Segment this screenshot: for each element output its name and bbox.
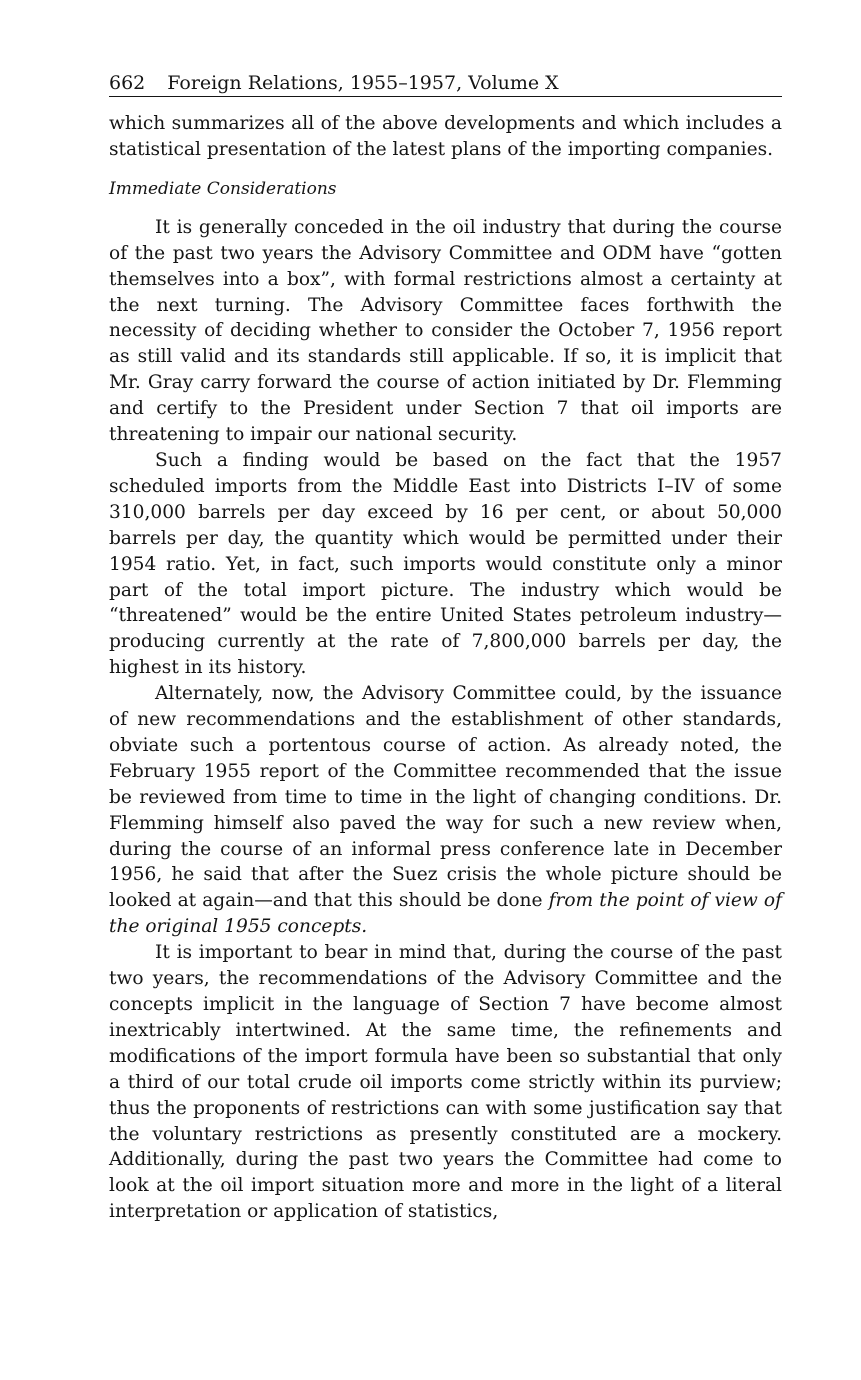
page-number: 662 xyxy=(109,72,146,94)
section-subheading: Immediate Considerations xyxy=(109,178,337,199)
paragraph: Such a finding would be based on the fact that the 1957 scheduled imports from the Middle East into Districts I–IV of some 310,000 barrels per day exceed by 16 per cent, or about 50,000 barrels per day, the quantity which would be permitted under their 1954 ratio. Yet, in fact, such imports would constitute only a minor part of the total import picture. The industry which would be “threatened” would be the entire United States petroleum industry—producing currently at the rate of 7,800,000 barrels per day, the highest in its history. xyxy=(109,449,782,679)
paragraph-continuation: which summarizes all of the above developments and which includes a statistical presentation of the latest plans of the importing companies. xyxy=(109,113,782,160)
paragraph: It is generally conceded in the oil industry that during the course of the past two years the Advisory Committee and ODM have “gotten themselves into a box”, with formal restrictions almost a certainty at the next turning. The Advisory Committee faces forthwith the necessity of deciding whether to consider the October 7, 1956 report as still valid and its standards still applicable. If so, it is implicit that Mr. Gray carry forward the course of action initiated by Dr. Flemming and certify to the President under Section 7 that oil imports are threatening to impair our national security. xyxy=(109,216,782,446)
italic-emphasis: from the point of view of the original 1955 concepts. xyxy=(109,890,782,938)
running-head xyxy=(109,70,782,97)
paragraph-text: Alternately, now, the Advisory Committee could, by the issuance of new recommendations and the establishment of other standards, obviate such a portentous course of action. As already noted, the February 1955 report of the Committee recommended that the issue be reviewed from time to time in the light of changing conditions. Dr. Flemming himself also paved the way for such a new review when, during the course of an informal press conference late in December 1956, he said that after the Suez crisis the whole picture should be looked at again—and that this should be done xyxy=(109,683,782,912)
paragraph xyxy=(109,681,782,940)
series-title: Foreign Relations, 1955–1957, Volume X xyxy=(167,72,559,94)
paragraph: It is important to bear in mind that, during the course of the past two years, the recommendations of the Advisory Committee and the concepts implicit in the language of Section 7 have become almost inextricably intertwined. At the same time, the refinements and modifications of the import formula have been so substantial that only a third of our total crude oil imports come strictly within its purview; thus the proponents of restrictions can with some justification say that the voluntary restrictions as presently constituted are a mockery. Additionally, during the past two years the Committee had come to look at the oil import situation more and more in the light of a literal interpretation or application of statistics, xyxy=(109,942,782,1223)
body-text xyxy=(109,111,782,1225)
document-page xyxy=(109,70,782,1225)
